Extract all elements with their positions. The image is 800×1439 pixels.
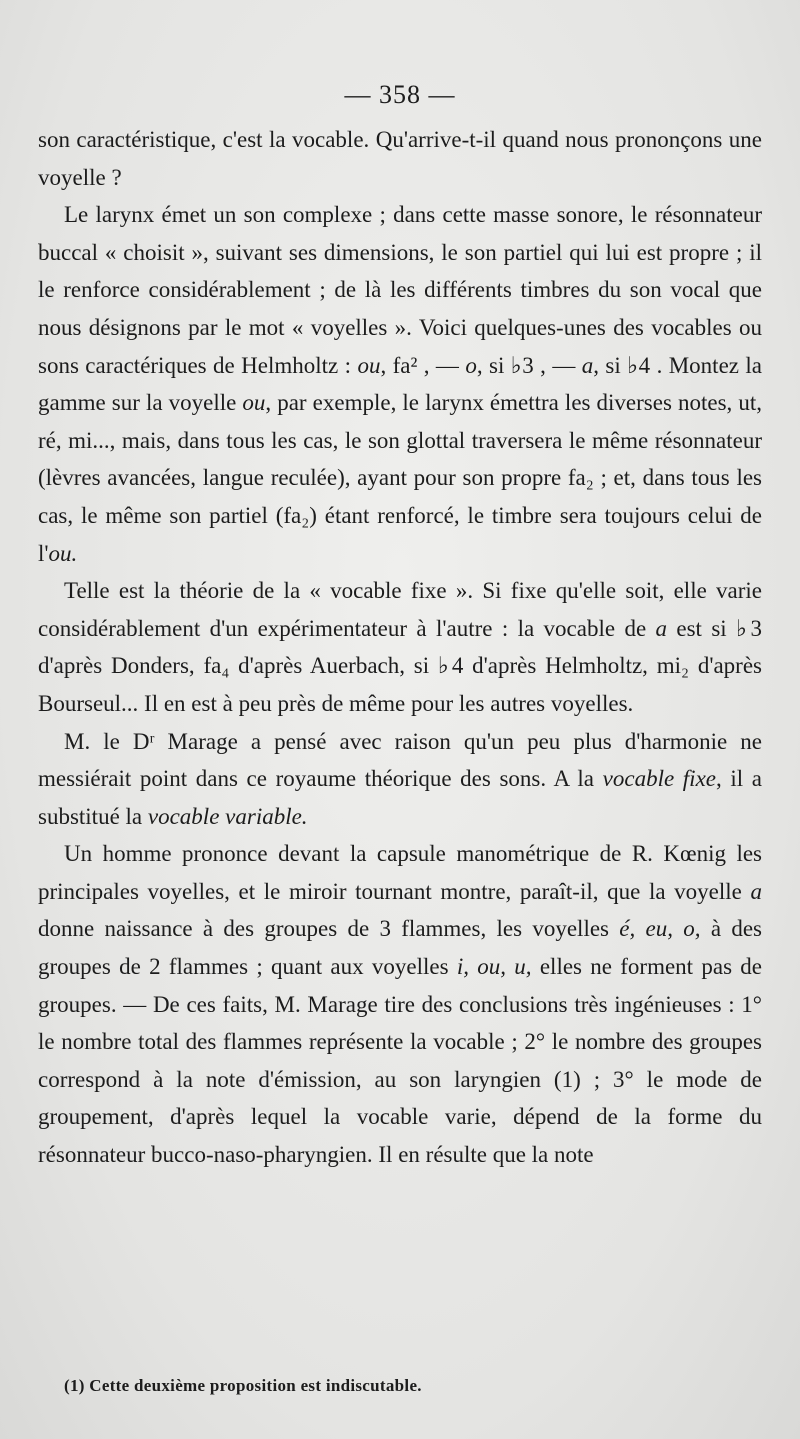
footnote: (1) Cette deuxième proposition est indiscutable. bbox=[64, 1376, 422, 1395]
text-run: est si ♭3 d'après Donders, fa₄ d'après Auerbach, si ♭4 d'après Helmholtz, mi₂ d'après Bourseul... Il en est à peu près de même pour les autres voyelles. bbox=[38, 615, 762, 716]
text-run: son caractéristique, c'est la vocable. Qu'arrive-t-il quand nous prononçons une voyelle ? bbox=[38, 127, 762, 190]
paragraph bbox=[38, 196, 762, 572]
text-run: , si ♭4 . Montez la gamme sur la voyelle bbox=[38, 352, 763, 416]
italic-text: ou. bbox=[48, 540, 78, 566]
page-number: — 358 — bbox=[344, 80, 456, 109]
italic-text: a bbox=[750, 878, 762, 904]
text-run: Le larynx émet un son complexe ; dans cette masse sonore, le résonnateur buccal « choisit », suivant ses dimensions, le son partiel qui lui est propre ; il le renforce considérablement ; de là les différents timbres du son vocal que nous désignons par le mot « voyelles ». Voici quelques-unes des vocables ou sons caractériques de Helmholtz : bbox=[38, 202, 762, 378]
text-run: Un homme prononce devant la capsule manométrique de R. Kœnig les principales voyelles, et le miroir tournant montre, paraît-il, que la voyelle bbox=[38, 841, 762, 904]
text-run: , fa² , — bbox=[380, 352, 466, 378]
italic-text: a bbox=[581, 352, 594, 378]
text-run: Telle est la théorie de la « vocable fixe ». Si fixe qu'elle soit, elle varie considérablement d'un expérimentateur à l'autre : la vocable de bbox=[38, 578, 762, 641]
text-run: , si ♭3 , — bbox=[476, 352, 582, 378]
text-run: elles ne forment pas de groupes. — De ces faits, M. Marage tire des conclusions très ingénieuses : 1° le nombre total des flammes représente la vocable ; 2° le nombre des groupes correspond à la note d'émission, au son laryngien (1) ; 3° le mode de groupement, d'après lequel la vocable varie, dépend de la forme du résonnateur bucco-naso-pharyngien. Il en résulte que la note bbox=[38, 954, 763, 1168]
text-run: donne naissance à des groupes de 3 flammes, les voyelles bbox=[38, 916, 620, 942]
italic-text: vocable variable. bbox=[147, 803, 308, 829]
italic-text: ou bbox=[357, 352, 381, 378]
text-run: à des groupes de 2 flammes ; quant aux voyelles bbox=[38, 916, 762, 980]
text-run: M. le Dʳ Marage a pensé avec raison qu'un peu plus d'harmonie ne messiérait point dans ce royaume théorique des sons. A la bbox=[38, 728, 762, 792]
text-run: , il a substitué la bbox=[38, 766, 762, 829]
italic-text: o bbox=[465, 352, 477, 378]
italic-text: é, eu, o, bbox=[619, 916, 701, 942]
paragraph bbox=[38, 121, 762, 196]
paragraph bbox=[38, 723, 762, 836]
paragraph bbox=[38, 835, 762, 1173]
italic-text: ou bbox=[242, 390, 266, 416]
italic-text: a bbox=[655, 615, 668, 641]
body-text bbox=[38, 121, 762, 1174]
italic-text: i, ou, u, bbox=[456, 954, 532, 980]
paragraph bbox=[38, 572, 762, 722]
italic-text: vocable fixe bbox=[602, 766, 716, 792]
text-run: , par exemple, le larynx émettra les diverses notes, ut, ré, mi..., mais, dans tous les cas, le son glottal traversera le même résonnateur (lèvres avancées, langue reculée), ayant pour son propre fa₂ ; et, dans tous les cas, le même son partiel (fa₂) étant renforcé, le timbre sera toujours celui de l' bbox=[38, 390, 762, 566]
